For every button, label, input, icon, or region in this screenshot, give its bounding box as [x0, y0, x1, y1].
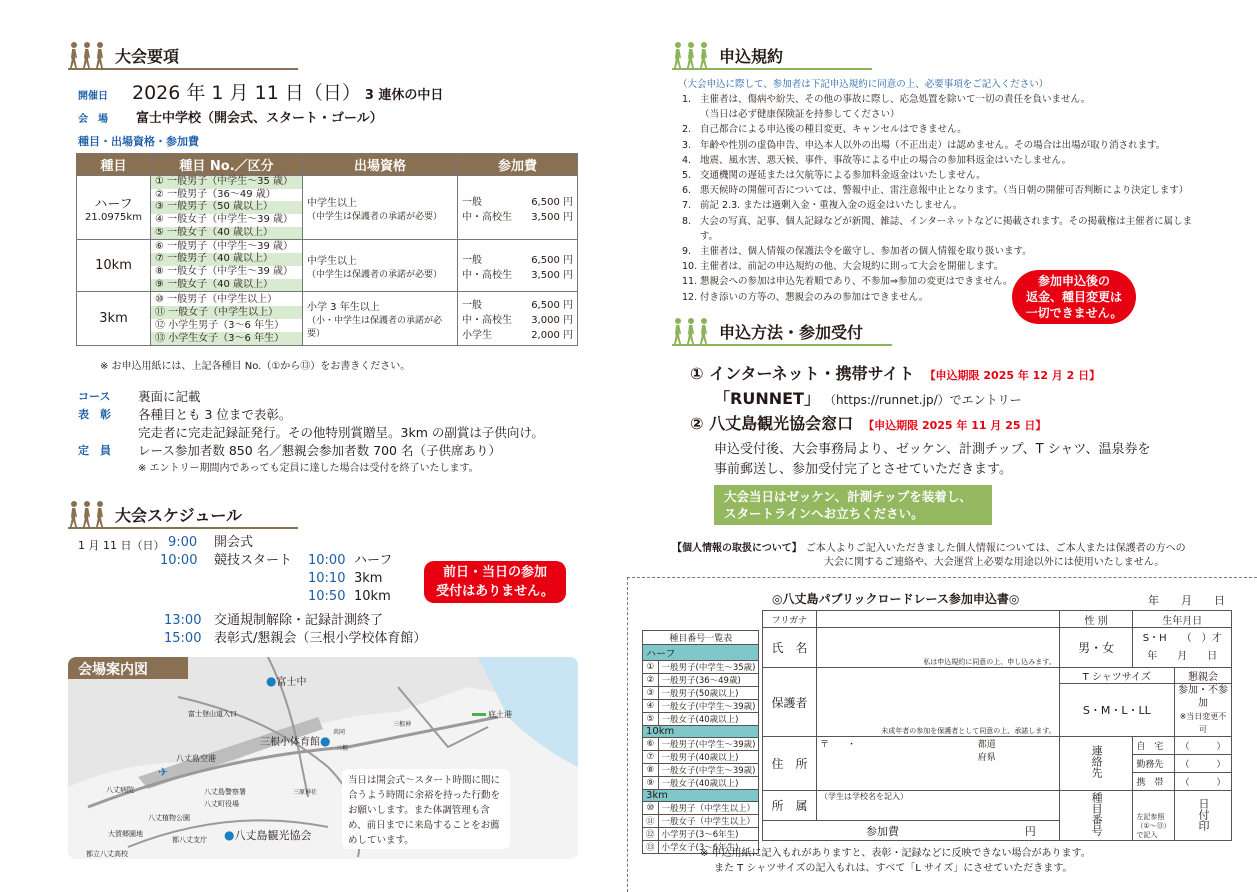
form-note: ※ 申込用紙に記入もれがありますと、表彰・記録などに反映できない場合があります。: [700, 848, 1091, 859]
event-note: （①～⑬）で記入: [1136, 822, 1171, 839]
privacy-text: ご本人よりご記入いただきました個人情報については、ご本人または保護者の方への: [805, 543, 1186, 554]
gender-field[interactable]: 男・女: [1059, 628, 1133, 668]
award-value2: 完走者に完走記録証発行。その他特別賞贈呈。3km の副賞は子供向け。: [138, 425, 544, 440]
fee-type: 中・高校生: [462, 211, 512, 223]
overview-section: [68, 38, 578, 70]
rule-item: 前記 2.3. または過剰入金・重複入金の返金はいたしません。: [700, 200, 963, 212]
method-office: [690, 411, 1046, 434]
event-list-table: [642, 630, 759, 854]
rule-item: 主催者は、前記の申込規約の他、大会規約に則って大会を開催します。: [700, 261, 1004, 273]
port-icon: [472, 713, 486, 716]
start-event: ハーフ: [354, 553, 393, 568]
list-category: 3km: [643, 790, 759, 802]
division: ⑪ 一般女子（中学生以上）: [151, 306, 302, 319]
list-number: ⑤: [643, 713, 659, 726]
no-same-day-badge: [424, 561, 566, 603]
date-label: 開催日: [78, 91, 108, 102]
rule-num: 5.: [682, 170, 692, 182]
details-block: [78, 388, 544, 478]
fee-type: 中・高校生: [462, 269, 512, 281]
birth-header: 生年月日: [1133, 611, 1232, 628]
location-pin-icon: ●: [266, 673, 277, 688]
map-label-koko: 都立八丈高校: [86, 850, 128, 858]
furigana-input[interactable]: [816, 611, 1059, 628]
rules-header: [672, 38, 872, 68]
capacity-label: 定 員: [78, 444, 111, 457]
map-label-hospital: 八丈病院: [106, 786, 134, 794]
list-number: ⑩: [643, 802, 659, 815]
rule-num: 11.: [682, 276, 698, 288]
event-no-input[interactable]: [1133, 791, 1175, 841]
runners-icon: [68, 501, 107, 527]
qualification-note: （中学生は保護者の承諾が必要）: [307, 211, 443, 222]
division: ⑩ 一般男子（中学生以上）: [155, 293, 278, 305]
list-number: ①: [643, 661, 659, 674]
rule-num: 12.: [682, 291, 698, 303]
birth-line: S・H （ ）才: [1142, 632, 1222, 644]
rule-item: 付き添いの方等の、懇親会のみの参加はできません。: [700, 291, 929, 303]
schedule-time: 13:00: [164, 613, 202, 628]
privacy-label: 【個人情報の取扱について】: [672, 543, 802, 554]
overview-title: 大会要項: [115, 47, 180, 66]
contact-label-text: 連絡先: [1090, 745, 1104, 778]
method-internet: [690, 361, 1100, 384]
apply-body: [714, 440, 1151, 480]
rule-item: 交通機関の遅延または欠航等による参加料金返金はいたしません。: [700, 170, 986, 182]
list-item: [643, 828, 759, 841]
list-number: ⑦: [643, 751, 659, 764]
form-note: また T シャツサイズの記入もれは、すべて「L サイズ」にさせていただきます。: [714, 863, 1073, 874]
apply-body-line: 申込受付後、大会事務局より、ゼッケン、計測チップ、T シャツ、温泉券を: [714, 442, 1151, 457]
list-item: [643, 790, 759, 802]
division: ⑥ 一般男子（中学生～39 歳）: [155, 240, 294, 252]
pref-suffix: 都道: [977, 740, 996, 750]
rule-item: 主催者は、傷病や紛失、その他の事故に際し、応急処置を除いて一切の責任を負いません。: [700, 94, 1091, 105]
venue-label: 会 場: [78, 114, 108, 125]
list-division: 一般女子(中学生～39歳): [658, 700, 759, 713]
rule-num: 9.: [682, 246, 692, 258]
runners-icon: [672, 42, 711, 68]
list-division: 一般男子(中学生～35歳): [658, 661, 759, 674]
list-number: ③: [643, 687, 659, 700]
division: ⑦ 一般男子（40 歳以上）: [151, 253, 302, 266]
table-row: [77, 176, 578, 240]
list-item: [643, 751, 759, 764]
contact-label: [1059, 737, 1133, 791]
location-pin-icon: ●: [224, 828, 235, 842]
badge-line: 返金、種目変更は: [1025, 290, 1122, 304]
notice-line: 大会当日はゼッケン、計測チップを装着し、: [724, 489, 972, 504]
event-name: 10km: [77, 240, 151, 292]
fee-amount: 6,500 円: [531, 300, 573, 312]
list-number: ⑬: [643, 841, 659, 854]
affiliation-note: （学生は学校名を記入）: [819, 792, 908, 801]
name-label: 氏 名: [763, 628, 817, 668]
map-label-shicho: 都八丈支庁: [172, 836, 207, 844]
list-division: 一般女子(40歳以上): [658, 713, 759, 726]
list-division: 小学女子(3～6年生): [658, 841, 759, 854]
party-note: ※当日変更不可: [1179, 712, 1227, 734]
list-item: [643, 674, 759, 687]
apply-title: 申込方法・参加受付: [719, 323, 864, 342]
division: ⑬ 小学生女子（3～6 年生）: [151, 332, 302, 345]
agree-text: 私は申込規約に同意の上、申し込みます。: [923, 658, 1056, 666]
runnet-url: （https://runnet.jp/）でエントリー: [823, 393, 1022, 407]
fee-amount: 6,500 円: [531, 254, 573, 266]
badge-line: 参加申込後の: [1037, 274, 1110, 288]
guardian-label: 保護者: [763, 668, 817, 737]
list-division: 一般女子(40歳以上): [658, 777, 759, 790]
schedule-item: 表彰式/懇親会（三根小学校体育館）: [214, 631, 427, 646]
home-phone-input[interactable]: （ ）: [1174, 737, 1231, 755]
date-row: [78, 78, 443, 105]
rule-num: 1.: [682, 94, 692, 105]
schedule-list: [160, 534, 427, 648]
events-table: [76, 153, 578, 346]
fee-amount: 6,500 円: [531, 196, 573, 208]
venue-value: 富士中学校（開会式、スタート・ゴール）: [136, 111, 383, 126]
award-value: 各種目とも 3 位まで表彰。: [138, 407, 292, 422]
rule-item: 悪天候時の開催可否については、警報中止、雷注意報中止となります。（当日朝の開催可否判断により決定します）: [700, 185, 1189, 197]
overview-header: [68, 38, 578, 68]
division: ⑨ 一般女子（40 歳以上）: [151, 279, 302, 292]
map-label-iriguchi: 富士登山道入口: [188, 710, 237, 718]
list-item: [643, 726, 759, 738]
gender-header: 性 別: [1059, 611, 1133, 628]
home-label: 自 宅: [1133, 737, 1175, 755]
rule-item: （当日は必ず健康保険証を持参してください）: [700, 109, 900, 121]
list-number: ④: [643, 700, 659, 713]
map-label-airport: 八丈島空港: [176, 754, 216, 763]
map-label-sanji: 三根神: [393, 721, 412, 728]
fee-label: 参加費: [866, 824, 899, 838]
start-time: 10:10: [308, 571, 346, 586]
map-label-text: 八丈島観光協会: [234, 829, 312, 842]
rule-item: 自己都合による申込後の種目変更、キャンセルはできません。: [700, 124, 967, 136]
affiliation-label: 所 属: [763, 791, 817, 821]
th-qualification: 出場資格: [303, 154, 458, 176]
rule-num: 10.: [682, 261, 698, 273]
list-number: ⑧: [643, 764, 659, 777]
rule-num: 4.: [682, 154, 692, 166]
course-label: コース: [78, 390, 111, 403]
division: ⑧ 一般女子（中学生～39 歳）: [155, 265, 294, 277]
schedule-title: 大会スケジュール: [115, 506, 243, 525]
map-label-keisatsu: 八丈島警察署: [204, 788, 246, 796]
map-label-kanko: [224, 827, 311, 843]
no-refund-badge: [1012, 270, 1136, 324]
schedule-item: 交通規制解除・記録計測終了: [214, 613, 384, 628]
fee-unit: 円: [1024, 824, 1036, 838]
capacity-note: ※ エントリー期間内であっても定員に達した場合は受付を終了いたします。: [138, 463, 479, 474]
qualification: 小学 3 年生以上: [307, 302, 380, 314]
guardian-input[interactable]: [816, 668, 1059, 737]
list-division: 一般男子（中学生以上）: [658, 802, 759, 815]
party-field[interactable]: [1174, 684, 1231, 737]
schedule-section: [68, 497, 298, 529]
mobile-label: 携 帯: [1133, 773, 1175, 791]
map-label-mitsunebi: 三根: [336, 745, 349, 752]
division: ④ 一般女子（中学生～39 歳）: [155, 214, 294, 226]
list-item: [643, 700, 759, 713]
privacy-section: [672, 542, 1186, 570]
fee-type: 小学生: [462, 330, 492, 342]
division: ⑤ 一般女子（40 歳以上）: [151, 227, 302, 240]
map-label-text: 底土港: [488, 710, 512, 719]
runners-icon: [672, 318, 711, 344]
work-label: 勤務先: [1133, 755, 1175, 773]
list-item: [643, 815, 759, 828]
fee-amount: 3,500 円: [531, 211, 573, 223]
list-title: 種目番号一覧表: [643, 631, 759, 645]
date-value: 2026 年 1 月 11 日（日）: [132, 82, 361, 104]
birth-field[interactable]: [1133, 628, 1232, 668]
list-item: [643, 802, 759, 815]
list-division: 一般男子(中学生～39歳): [658, 738, 759, 751]
event-name: 3km: [77, 292, 151, 346]
method-deadline: 【申込期限 2025 年 11 月 25 日】: [863, 419, 1047, 432]
method-deadline: 【申込期限 2025 年 12 月 2 日】: [924, 369, 1101, 382]
start-event: 10km: [354, 589, 391, 604]
list-division: 一般男子(36～49歳): [658, 674, 759, 687]
schedule-item: 競技スタート: [214, 553, 293, 568]
rule-num: 3.: [682, 139, 692, 151]
list-item: [643, 738, 759, 751]
address-input[interactable]: [816, 737, 1059, 791]
qualification: 中学生以上: [307, 197, 357, 209]
schedule-time: 10:00: [160, 553, 198, 568]
badge-line: 前日・当日の参加: [442, 565, 547, 580]
stamp-text: 日付印: [1196, 797, 1210, 831]
method-title: ① インターネット・携帯サイト: [690, 364, 915, 383]
division: ③ 一般男子（50 歳以上）: [151, 201, 302, 214]
schedule-item: 開会式: [214, 535, 254, 550]
green-notice: [714, 485, 992, 525]
qualification-note: （小・中学生は保護者の承諾が必要）: [307, 316, 443, 340]
table-row: [77, 240, 578, 292]
rule-num: 8.: [682, 215, 692, 227]
address-label: 住 所: [763, 737, 817, 791]
table-row: [77, 292, 578, 346]
list-number: ⑨: [643, 777, 659, 790]
th-division: 種目 No.／区分: [151, 154, 303, 176]
schedule-time: 9:00: [168, 535, 198, 550]
event-no-label: [1059, 791, 1133, 841]
date-note: 3 連休の中日: [364, 88, 444, 103]
map-title: 会場案内図: [68, 657, 188, 679]
list-item: [643, 777, 759, 790]
division: ② 一般男子（36～49 歳）: [155, 188, 276, 200]
form-title: ◎八丈島パブリックロードレース参加申込書◎: [772, 592, 1020, 606]
privacy-text: 大会に関するご連絡や、大会運営上必要な用途以外には使用いたしません。: [824, 557, 1165, 568]
map-label-text: 富士中: [276, 677, 307, 688]
apply-body-line: 事前郵送し、参加受付完了とさせていただきます。: [714, 462, 1012, 477]
fee-amount: 3,500 円: [531, 269, 573, 281]
map-label-shokubutsu: 八丈植物公園: [148, 814, 190, 822]
list-number: ⑫: [643, 828, 659, 841]
list-item: [643, 687, 759, 700]
list-division: 一般女子（中学生以上）: [658, 815, 759, 828]
rule-num: [682, 107, 700, 122]
method-internet-sub: [714, 386, 1022, 409]
mobile-phone-input[interactable]: （ ）: [1174, 773, 1231, 791]
th-fee: 参加費: [458, 154, 578, 176]
course-value: 裏面に記載: [138, 389, 201, 404]
affiliation-input[interactable]: [816, 791, 1059, 821]
award-label: 表 彰: [78, 408, 111, 421]
apply-section: [672, 314, 892, 346]
rules-title: 申込規約: [719, 47, 784, 66]
venue-map: [68, 657, 578, 859]
qualification-note: （中学生は保護者の承諾が必要）: [307, 269, 443, 280]
pref-suffix2: 府県: [977, 753, 996, 763]
map-label-mitsune: [260, 733, 330, 748]
fee-type: 一般: [462, 196, 482, 208]
qualification: 中学生以上: [307, 255, 357, 267]
rule-num: 6.: [682, 185, 692, 197]
list-number: ⑪: [643, 815, 659, 828]
tshirt-field[interactable]: S・M・L・LL: [1059, 684, 1174, 737]
postal-mark: 〒 ・: [819, 740, 856, 750]
division: ① 一般男子（中学生～35 歳）: [151, 176, 302, 189]
rule-num: 7.: [682, 200, 692, 212]
rule-item: 年齢や性別の虚偽申告、申込本人以外の出場（不正出走）は認めません。その場合は出場が取り消されます。: [700, 139, 1166, 151]
apply-header: [672, 314, 892, 344]
rule-item: 主催者は、個人情報の保護法令を厳守し、参加者の個人情報を取り扱います。: [700, 246, 1032, 258]
schedule-date: 1 月 11 日（日）: [78, 539, 165, 552]
list-category: ハーフ: [643, 645, 759, 661]
list-division: 一般男子(40歳以上): [658, 751, 759, 764]
method-title: ② 八丈島観光協会窓口: [690, 414, 854, 433]
tshirt-header: T シャツサイズ: [1059, 668, 1174, 684]
rule-item: 地震、風水害、悪天候、事件、事故等による中止の場合の参加料返金はいたしません。: [700, 154, 1072, 166]
list-division: 小学男子(3～6年生): [658, 828, 759, 841]
party-options: 参加・不参加: [1177, 685, 1228, 709]
event-name: ハーフ: [94, 196, 133, 212]
fee-amount: 2,000 円: [531, 330, 573, 342]
capacity-value: レース参加者数 850 名／懇親会参加者数 700 名（子供席あり）: [138, 443, 501, 458]
start-time: 10:00: [308, 553, 346, 568]
furigana-label: フリガナ: [763, 611, 817, 628]
work-phone-input[interactable]: （ ）: [1174, 755, 1231, 773]
map-note: 当日は開会式～スタート時間に間に合うよう時間に余裕を持った行動をお願いします。また体調管理も含め、前日までに来島することをお薦めしています。: [342, 769, 510, 849]
guardian-note: 未成年者の参加を保護者として同意の上、承諾します。: [881, 727, 1056, 735]
stamp-label: [1174, 791, 1231, 841]
map-label-jinja: 三原神社: [293, 789, 318, 796]
th-event: 種目: [77, 154, 151, 176]
list-item: [643, 661, 759, 674]
party-header: 懇親会: [1174, 668, 1231, 684]
rule-item: 懇親会への参加は申込先着順であり、不参加⇒参加の変更はできません。: [700, 276, 1013, 288]
badge-line: 一切できません。: [1025, 306, 1123, 320]
list-number: ②: [643, 674, 659, 687]
fee-type: 一般: [462, 300, 482, 312]
list-division: 一般女子(中学生～39歳): [658, 764, 759, 777]
rules-intro: （大会申込に際して、参加者は下記申込規約に同意の上、必要事項をご記入ください）: [678, 79, 1049, 90]
rules-section: [672, 38, 872, 70]
map-label-port: [472, 709, 512, 720]
venue-row: [78, 107, 383, 126]
rule-item: 大会の写真、記事、個人記録などが新聞、雑誌、インターネットなどに掲載されます。その掲載権は主催者に属します。: [699, 215, 1193, 242]
name-input[interactable]: [816, 628, 1059, 668]
start-event: 3km: [354, 571, 383, 586]
airplane-icon: ✈: [158, 765, 169, 779]
event-no-text: 種目番号: [1090, 792, 1104, 836]
map-label-kyodo: 共同: [333, 729, 346, 736]
list-number: ⑥: [643, 738, 659, 751]
runners-icon: [68, 42, 107, 68]
event-note: 左記参照: [1136, 813, 1165, 821]
rule-num: 2.: [682, 124, 692, 136]
runnet-name: 「RUNNET」: [714, 389, 820, 408]
schedule-header: [68, 497, 298, 527]
events-heading: 種目・出場資格・参加費: [78, 135, 199, 148]
table-note: ※ お申込用紙には、上記各種目 No.（①から⑬）をお書きください。: [100, 361, 411, 372]
form-date: 年 月 日: [1148, 594, 1225, 607]
start-time: 10:50: [308, 589, 346, 604]
fee-amount: 3,000 円: [531, 315, 573, 327]
application-form: [762, 610, 1232, 841]
location-pin-icon: ●: [320, 733, 331, 748]
badge-line: 受付はありません。: [436, 584, 554, 599]
notice-line: スタートラインへお立ちください。: [724, 506, 924, 521]
map-label-fuji: [266, 673, 306, 688]
fee-type: 中・高校生: [462, 315, 512, 327]
division: ⑫ 小学生男子（3～6 年生）: [155, 319, 285, 331]
list-item: [643, 645, 759, 661]
form-notes: [700, 846, 1091, 876]
map-label-text: 三根小体育館: [260, 737, 320, 748]
list-item: [643, 764, 759, 777]
schedule-time: 15:00: [164, 631, 202, 646]
map-label-yakuba: 八丈町役場: [204, 800, 239, 808]
event-dist: 21.0975km: [85, 211, 142, 223]
map-label-daikaku: 大賀郷園地: [108, 830, 143, 838]
list-item: [643, 713, 759, 726]
list-category: 10km: [643, 726, 759, 738]
fee-type: 一般: [462, 254, 482, 266]
fee-row: [763, 821, 1060, 841]
birth-line: 年 月 日: [1147, 650, 1218, 662]
list-division: 一般男子(50歳以上): [658, 687, 759, 700]
